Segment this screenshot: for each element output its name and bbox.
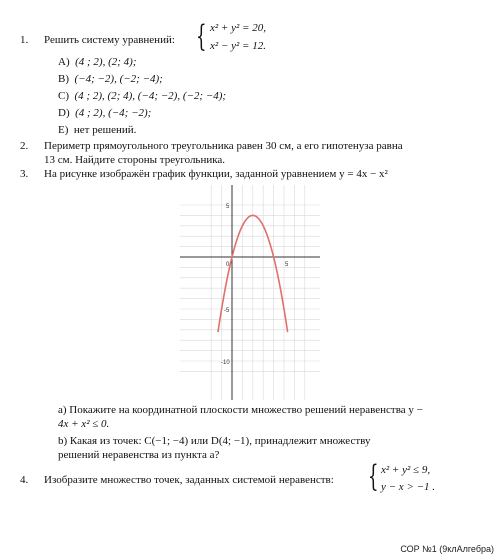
y-tick-label: -5 — [224, 308, 230, 314]
q4-system-brace: { — [368, 459, 379, 494]
q3-text: На рисунке изображён график функции, заданной уравнением y = 4x − x² — [44, 168, 388, 180]
q3b-line-2: решений неравенства из пункта a? — [58, 449, 220, 461]
footer-label: СОР №1 (9клАлгебра) — [400, 544, 494, 554]
q1-option-c: C) (4 ; 2), (2; 4), (−4; −2), (−2; −4); — [58, 90, 227, 102]
q1-system-brace: { — [196, 19, 207, 54]
graph-tick-labels — [221, 204, 289, 366]
function-graph — [180, 185, 320, 400]
q3a-line-1: a) Покажите на координатной плоскости множество решений неравенства y − — [58, 404, 423, 416]
graph-grid — [180, 185, 320, 400]
q4-number: 4. — [20, 474, 29, 486]
q1-option-b: B) (−4; −2), (−2; −4); — [58, 73, 163, 85]
q1-number: 1. — [20, 34, 29, 46]
x-tick-label: 0 — [226, 262, 230, 268]
y-tick-label: 5 — [226, 204, 230, 210]
q3-number: 3. — [20, 168, 29, 180]
q3a-line-2: 4x + x² ≤ 0. — [58, 418, 110, 430]
y-tick-label: -10 — [221, 360, 230, 366]
q1-option-a: A) (4 ; 2), (2; 4); — [58, 56, 137, 68]
q1-equation-2: x² − y² = 12. — [210, 40, 266, 52]
q2-number: 2. — [20, 140, 29, 152]
graph-axes — [180, 185, 320, 400]
q1-equation-1: x² + y² = 20, — [210, 22, 266, 34]
q1-option-d: D) (4 ; 2), (−4; −2); — [58, 107, 152, 119]
q3b-line-1: b) Какая из точек: C(−1; −4) или D(4; −1), принадлежит множеству — [58, 435, 371, 447]
q2-line-1: Периметр прямоугольного треугольника равен 30 см, а его гипотенуза равна — [44, 140, 403, 152]
q1-text: Решить систему уравнений: — [44, 34, 175, 46]
q2-line-2: 13 см. Найдите стороны треугольника. — [44, 154, 226, 166]
q4-inequality-2: y − x > −1 . — [381, 481, 436, 493]
x-tick-label: 5 — [285, 262, 289, 268]
q4-inequality-1: x² + y² ≤ 9, — [381, 464, 431, 476]
q1-option-e: E) нет решений. — [58, 124, 137, 136]
q4-text: Изобразите множество точек, заданных системой неравенств: — [44, 474, 334, 486]
